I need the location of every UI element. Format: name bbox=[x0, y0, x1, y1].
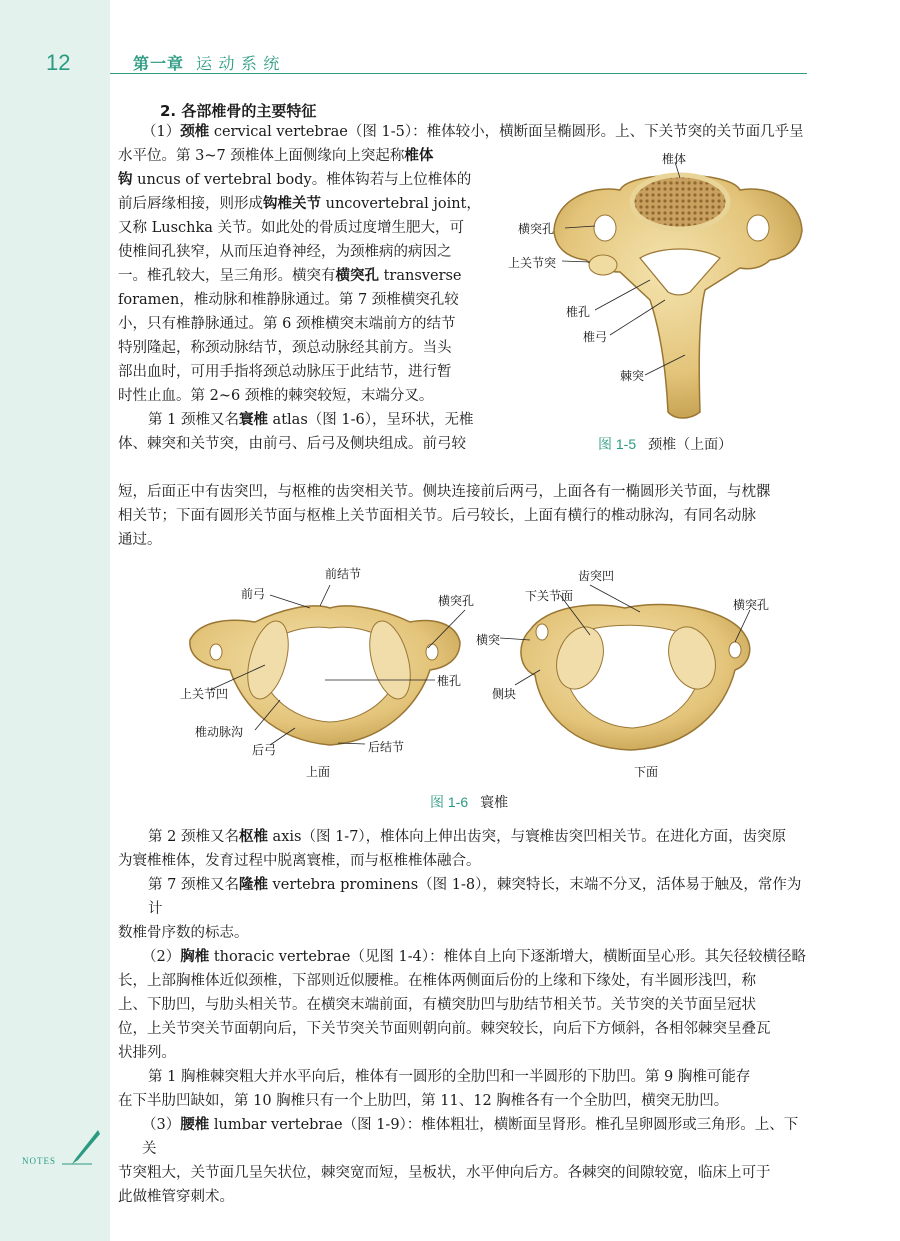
notes-label: NOTES bbox=[22, 1156, 56, 1166]
label-vertebral-foramen-atlas: 椎孔 bbox=[437, 674, 462, 688]
label-vertebral-artery-groove: 椎动脉沟 bbox=[195, 725, 244, 739]
figure-1-5-caption: 图 1-5 颈椎（上面） bbox=[598, 436, 733, 452]
label-dens-facet: 齿突凹 bbox=[578, 569, 615, 583]
figure-1-6-caption: 图 1-6 寰椎 bbox=[430, 794, 509, 810]
notes-marker bbox=[22, 1128, 102, 1172]
chapter-header bbox=[133, 51, 280, 74]
transverse-foramen-left bbox=[594, 215, 616, 241]
label-vertebral-foramen: 椎孔 bbox=[566, 305, 591, 319]
label-lateral-mass: 侧块 bbox=[492, 687, 517, 701]
label-inferior-articular-facet: 下关节面 bbox=[525, 589, 574, 603]
label-transverse-foramen-inferior: 横突孔 bbox=[733, 598, 770, 612]
figure-1-5-illustration bbox=[500, 150, 810, 430]
label-superior-articular-facet: 上关节凹 bbox=[180, 687, 229, 701]
label-spinous-process: 棘突 bbox=[620, 369, 645, 383]
label-transverse-foramen-superior: 横突孔 bbox=[438, 594, 475, 608]
paragraph-atlas: 短，后面正中有齿突凹，与枢椎的齿突相关节。侧块连接前后两弓，上面各有一椭圆形关节面，与枕髁 相关节；下面有圆形关节面与枢椎上关节面相关节。后弓较长，上面有横行的椎动脉沟，有同名动脉 通过。 bbox=[118, 484, 771, 548]
chapter-title: 运 动 系 统 bbox=[196, 56, 281, 73]
paragraph-lower-body: 第 2 颈椎又名枢椎 axis（图 1-7），椎体向上伸出齿突，与寰椎齿突凹相关节。在进化方面，齿突原 为寰椎椎体，发育过程中脱离寰椎，而与枢椎椎体融合。 第 7 颈椎又名隆椎 vertebra prominens（图 1-8），棘突特长，末端不分叉，活体易于触及，常作为计 数椎骨序数的标志。 （2）胸椎 thoracic vertebrae（见图 1-4）：椎体自上向下逐渐增大，横断面呈心形。其矢径较横径略 长，上部胸椎体近似颈椎，下部则近似腰椎。在椎体两侧面后份的上缘和下缘处，有半圆形浅凹，称 上、下肋凹，与肋头相关节。在横突末端前面，有横突肋凹与肋结节相关节。关节突的关节面呈冠状 位，上关节突关节面朝向后，下关节突关节面则朝向前。棘突较长，向后下方倾斜，各相邻棘突呈叠瓦 状排列。 第 1 胸椎棘突粗大并水平向后，椎体有一圆形的全肋凹和一半圆形的下肋凹。第 9 胸椎可能存 在下半肋凹缺如，第 10 胸椎只有一个上肋凹，第 11、12 胸椎各有一个全肋凹，横突无肋凹。 （3）腰椎 lumbar vertebrae（图 1-9）：椎体粗壮，横断面呈肾形。椎孔呈卵圆形或三角形。上、下关 节突粗大，关节面几呈矢状位，棘突宽而短，呈板状，水平伸向后方。各棘突的间隙较宽，临床上可于 此做椎管穿刺术。 bbox=[118, 828, 807, 1205]
label-posterior-tubercle: 后结节 bbox=[368, 740, 405, 754]
paragraph-cervical-line1: （1）颈椎 cervical vertebrae（图 1-5）：椎体较小，横断面呈椭圆形。上、下关节突的关节面几乎呈 bbox=[142, 123, 804, 140]
label-anterior-tubercle: 前结节 bbox=[325, 567, 362, 581]
pen-icon bbox=[62, 1128, 102, 1168]
page-number: 12 bbox=[46, 50, 71, 75]
label-vertebral-body: 椎体 bbox=[662, 152, 687, 166]
section-heading: 2. 各部椎骨的主要特征 bbox=[160, 102, 317, 120]
paragraph-cervical-column: 水平位。第 3~7 颈椎体上面侧缘向上突起称椎体 钩 uncus of vertebral body。椎体钩若与上位椎体的 前后唇缘相接，则形成钩椎关节 uncovertebral joint， 又称 Luschka 关节。如此处的骨质过度增生肥大，可 使椎间孔狭窄，从而压迫脊神经，为颈椎病的病因之 一。椎孔较大，呈三角形。横突有横突孔 transverse foramen，椎动脉和椎静脉通过。第 7 颈椎横突孔较 小，只有椎静脉通过。第 6 颈椎横突末端前方的结节 特别隆起，称颈动脉结节，颈总动脉经其前方。当头 部出血时，可用手指将颈总动脉压于此结节，进行暂 时性止血。第 2~6 颈椎的棘突较短，末端分叉。 第 1 颈椎又名寰椎 atlas（图 1-6），呈环状，无椎 体、棘突和关节突，由前弓、后弓及侧块组成。前弓较 bbox=[118, 147, 481, 452]
label-view-inferior: 下面 bbox=[634, 765, 659, 779]
vertebral-body-section bbox=[632, 175, 728, 229]
label-view-superior: 上面 bbox=[306, 765, 331, 779]
label-vertebral-arch: 椎弓 bbox=[583, 330, 608, 344]
label-transverse-process: 横突 bbox=[476, 633, 501, 647]
label-anterior-arch: 前弓 bbox=[241, 587, 266, 601]
chapter-label: 第一章 bbox=[133, 56, 185, 73]
transverse-foramen-right bbox=[747, 215, 769, 241]
label-posterior-arch: 后弓 bbox=[252, 743, 277, 757]
header-rule bbox=[110, 73, 807, 74]
label-transverse-foramen: 横突孔 bbox=[518, 222, 555, 236]
margin-sidebar bbox=[0, 0, 110, 1241]
label-superior-articular-process: 上关节突 bbox=[508, 256, 557, 270]
